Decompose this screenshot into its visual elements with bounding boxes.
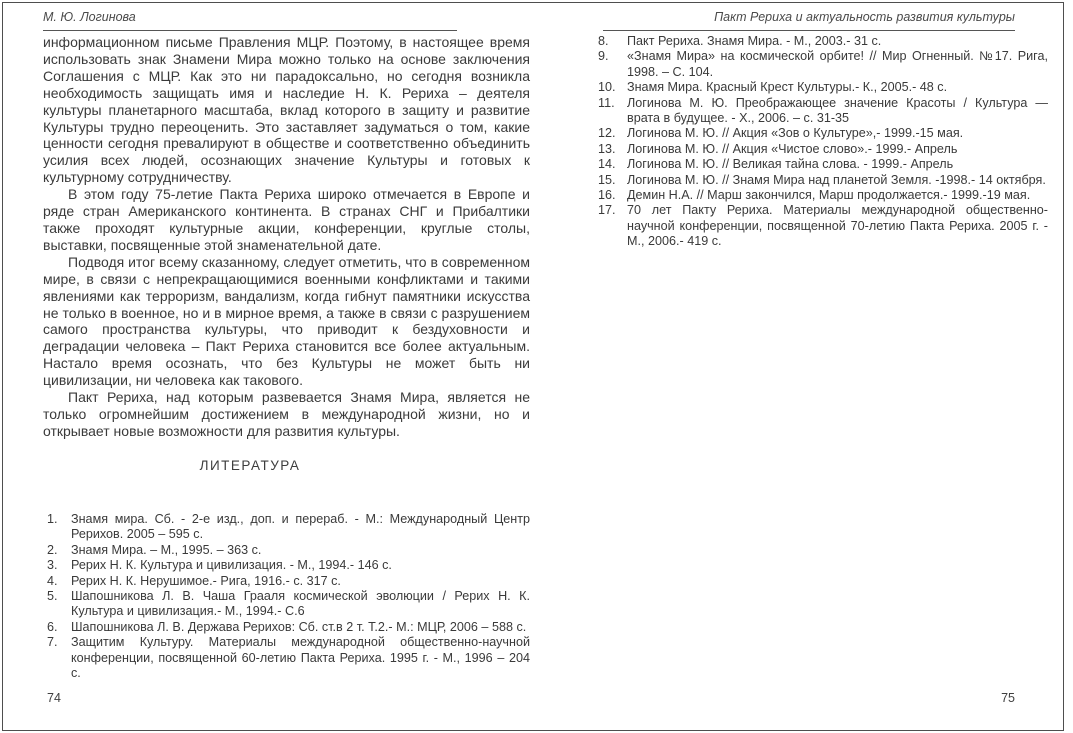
reference-item: [598, 34, 1048, 49]
page-number-left: 74: [47, 691, 61, 705]
reference-number: 7.: [47, 635, 58, 650]
reference-number: 8.: [598, 34, 609, 48]
body-paragraph: Пакт Рериха, над которым развевается Знамя Мира, является не только огромнейшим достижением в международной жизни, но и открывает новые возможности для развития культуры.: [43, 389, 530, 439]
reference-text: Знамя Мира. – М., 1995. – 363 с.: [71, 542, 262, 557]
reference-item: [598, 173, 1048, 188]
page-number-right: 75: [1001, 691, 1015, 705]
reference-item: [598, 80, 1048, 95]
left-body-text: [43, 34, 530, 440]
reference-item: [598, 142, 1048, 157]
reference-item: [598, 188, 1048, 203]
reference-number: 17.: [598, 203, 616, 218]
body-paragraph: Подводя итог всему сказанному, следует отметить, что в современном мире, в связи с непрекращающимися военными конфликтами и такими явлениями как терроризм, вандализм, когда гибнут памятники искусства не только в военное, но и в мирное время, а также в связи с разрушением самого пространства культуры, что приводит к бездуховности и деградации человека – Пакт Рериха становится все более актуальным. Настало время осознать, что без Культуры не может быть ни цивилизации, ни человека как такового.: [43, 253, 531, 389]
reference-item: [47, 589, 530, 620]
reference-item: [598, 49, 1048, 80]
reference-text: Логинова М. Ю. // Знамя Мира над планетой Земля. -1998.- 14 октября.: [627, 172, 1046, 187]
reference-item: [598, 96, 1048, 127]
literature-heading: ЛИТЕРАТУРА: [199, 458, 301, 473]
left-running-header-text: М. Ю. Логинова: [43, 10, 136, 24]
left-running-header: [43, 9, 457, 31]
reference-number: 14.: [598, 157, 616, 172]
reference-text: Рерих Н. К. Нерушимое.- Рига, 1916.- с. 317 с.: [71, 573, 341, 588]
reference-text: Знамя мира. Сб. - 2-е изд., доп. и перераб. - М.: Международный Центр Рерихов. 2005 – 595 с.: [71, 512, 530, 542]
reference-item: [598, 203, 1048, 249]
reference-number: 6.: [47, 619, 58, 634]
reference-text: Логинова М. Ю. // Великая тайна слова. - 1999.- Апрель: [627, 157, 954, 172]
reference-text: Логинова М. Ю. // Акция «Зов о Культуре»,- 1999.-15 мая.: [627, 126, 964, 141]
left-page: [43, 0, 530, 733]
reference-item: [47, 543, 530, 558]
reference-text: Логинова М. Ю. // Акция «Чистое слово».- 1999.- Апрель: [627, 141, 958, 156]
reference-text: «Знамя Мира» на космической орбите! // Мир Огненный. №17. Рига, 1998. – С. 104.: [627, 49, 1048, 79]
reference-text: Демин Н.А. // Марш закончился, Марш продолжается.- 1999.-19 мая.: [627, 188, 1031, 203]
reference-text: Пакт Рериха. Знамя Мира. - М., 2003.- 31 с.: [627, 34, 882, 48]
reference-number: 3.: [47, 558, 58, 573]
reference-item: [598, 126, 1048, 141]
reference-number: 16.: [598, 188, 616, 203]
reference-number: 10.: [598, 80, 616, 95]
right-page: [598, 0, 1048, 733]
reference-item: [47, 574, 530, 589]
reference-number: 13.: [598, 141, 616, 156]
reference-number: 9.: [598, 49, 609, 64]
reference-text: Шапошникова Л. В. Чаша Грааля космической эволюции / Рерих Н. К. Культура и цивилизация.- М., 1994.- С.6: [71, 589, 530, 619]
reference-item: [47, 635, 530, 681]
right-running-header: [603, 9, 1015, 31]
body-paragraph: В этом году 75-летие Пакта Рериха широко отмечается в Европе и ряде стран Американского континента. В странах СНГ и Прибалтики также проходят культурные акции, конференции, круглые столы, выставки, посвященные этой знаменательной дате.: [43, 186, 530, 253]
reference-number: 15.: [598, 172, 616, 187]
reference-number: 2.: [47, 542, 58, 557]
reference-item: [47, 620, 530, 635]
reference-list-right: [598, 34, 1048, 250]
reference-text: Рерих Н. К. Культура и цивилизация. - М., 1994.- 146 с.: [71, 558, 392, 573]
reference-item: [47, 512, 530, 543]
body-paragraph: информационном письме Правления МЦР. Поэтому, в настоящее время использовать знак Знамени Мира можно только на основе заключения Соглашения с МЦР. Как это ни парадоксально, но сегодня возникла необходимость защищать имя и наследие Н. К. Рериха – деятеля культуры планетарного масштаба, вклад которого в защиту и развитие Культуры трудно переоценить. Это заставляет задуматься о том, какие ценности сегодня превалируют в обществе и соответственно объединить усилия всех людей, осознающих значение Культуры и готовых к культурному сотрудничеству.: [43, 34, 530, 186]
reference-text: Защитим Культуру. Материалы международной общественно-научной конференции, посвященной 60-летию Пакта Рериха. 1995 г. - М., 1996 – 204 с.: [71, 635, 530, 681]
reference-text: Логинова М. Ю. Преображающее значение Красоты / Культура — врата в будущее. - Х., 2006. – с. 31-35: [627, 95, 1048, 126]
reference-number: 4.: [47, 573, 58, 588]
reference-text: Шапошникова Л. В. Держава Рерихов: Сб. ст.в 2 т. Т.2.- М.: МЦР, 2006 – 588 с.: [71, 619, 527, 634]
reference-number: 11.: [598, 95, 615, 110]
reference-item: [47, 558, 530, 573]
reference-item: [598, 157, 1048, 172]
reference-text: 70 лет Пакту Рериха. Материалы международной общественно-научной конференции, посвященной 70-летию Пакта Рериха. 2005 г. - М., 2006.- 419 с.: [627, 203, 1048, 249]
reference-number: 5.: [47, 589, 58, 604]
reference-number: 12.: [598, 126, 616, 141]
right-running-header-text: Пакт Рериха и актуальность развития культуры: [714, 10, 1015, 24]
reference-list-left: [47, 512, 530, 681]
reference-number: 1.: [47, 512, 58, 526]
reference-text: Знамя Мира. Красный Крест Культуры.- К., 2005.- 48 с.: [627, 80, 948, 95]
